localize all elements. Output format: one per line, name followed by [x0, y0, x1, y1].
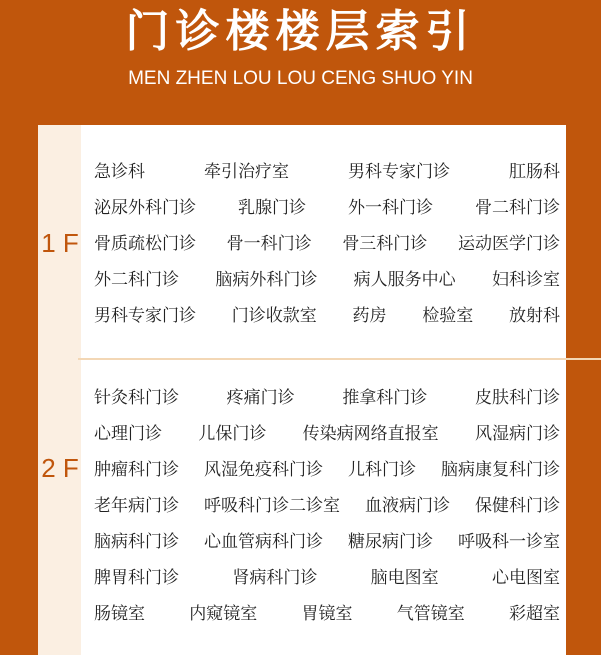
department-item: 急诊科 — [94, 162, 145, 182]
department-item: 骨一科门诊 — [226, 234, 312, 254]
department-item: 药房 — [352, 306, 387, 326]
department-item: 牵引治疗室 — [204, 162, 289, 182]
department-row — [94, 596, 560, 632]
department-row — [94, 190, 560, 226]
department-item: 放射科 — [509, 306, 560, 326]
floor-index-panel — [38, 125, 566, 655]
department-item: 彩超室 — [509, 604, 560, 624]
department-item: 骨二科门诊 — [475, 198, 560, 218]
department-item: 肿瘤科门诊 — [94, 460, 179, 480]
department-row — [94, 298, 560, 334]
department-item: 风湿病门诊 — [474, 424, 560, 444]
department-item: 肛肠科 — [509, 162, 560, 182]
floor-label-strip — [38, 125, 81, 655]
department-row — [94, 226, 560, 262]
department-item: 皮肤科门诊 — [474, 388, 560, 408]
department-item: 糖尿病门诊 — [348, 532, 433, 552]
department-item: 血液病门诊 — [365, 496, 450, 516]
department-item: 男科专家门诊 — [348, 162, 450, 182]
department-row — [94, 524, 560, 560]
department-item: 呼吸科一诊室 — [458, 532, 560, 552]
department-item: 内窥镜室 — [189, 604, 258, 624]
department-row — [94, 154, 560, 190]
department-item: 心血管病科门诊 — [204, 532, 323, 552]
department-item: 妇科诊室 — [491, 270, 560, 290]
department-item: 肠镜室 — [94, 604, 145, 624]
department-item: 门诊收款室 — [231, 306, 317, 326]
department-item: 保健科门诊 — [475, 496, 560, 516]
department-item: 脑病外科门诊 — [215, 270, 318, 290]
department-item: 乳腺门诊 — [238, 198, 306, 218]
department-item: 儿保门诊 — [198, 424, 267, 444]
department-row — [94, 452, 560, 488]
department-item: 传染病网络直报室 — [302, 424, 439, 444]
department-item: 脑病科门诊 — [94, 532, 179, 552]
department-item: 疼痛门诊 — [226, 388, 295, 408]
department-item: 脑电图室 — [370, 568, 439, 588]
department-item: 骨质疏松门诊 — [94, 234, 196, 254]
department-row — [94, 560, 560, 596]
department-row — [94, 262, 560, 298]
department-item: 心电图室 — [491, 568, 560, 588]
floor-2f-departments — [94, 380, 560, 632]
department-item: 外一科门诊 — [348, 198, 433, 218]
floor-label-2f: 2 F — [41, 453, 79, 483]
department-item: 男科专家门诊 — [94, 306, 196, 326]
department-row — [94, 416, 560, 452]
floor-divider — [78, 358, 601, 360]
department-item: 骨三科门诊 — [342, 234, 428, 254]
department-item: 气管镜室 — [396, 604, 465, 624]
department-item: 呼吸科门诊二诊室 — [204, 496, 340, 516]
department-item: 泌尿外科门诊 — [94, 198, 196, 218]
department-item: 病人服务中心 — [353, 270, 456, 290]
department-row — [94, 380, 560, 416]
department-item: 肾病科门诊 — [232, 568, 318, 588]
department-row — [94, 488, 560, 524]
department-item: 风湿免疫科门诊 — [204, 460, 323, 480]
department-item: 脑病康复科门诊 — [441, 460, 560, 480]
department-item: 推拿科门诊 — [342, 388, 428, 408]
department-item: 儿科门诊 — [348, 460, 416, 480]
department-item: 外二科门诊 — [94, 270, 179, 290]
department-item: 心理门诊 — [94, 424, 162, 444]
department-item: 脾胃科门诊 — [94, 568, 179, 588]
department-item: 胃镜室 — [301, 604, 353, 624]
floor-label-1f: 1 F — [41, 228, 79, 258]
page-subtitle: MEN ZHEN LOU LOU CENG SHUO YIN — [128, 68, 473, 89]
department-item: 检验室 — [422, 306, 474, 326]
department-item: 老年病门诊 — [94, 496, 179, 516]
page-title: 门诊楼楼层索引 — [125, 6, 476, 57]
department-item: 运动医学门诊 — [457, 234, 560, 254]
floor-1f-departments — [94, 154, 560, 334]
department-item: 针灸科门诊 — [94, 388, 179, 408]
